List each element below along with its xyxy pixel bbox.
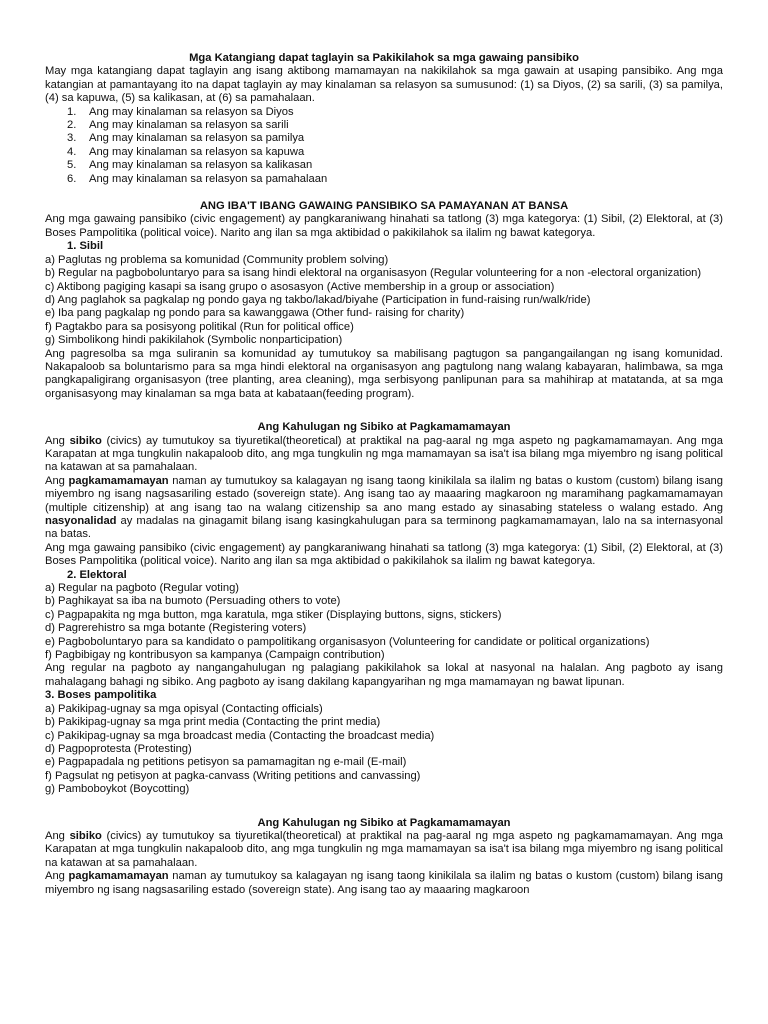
list-item: 4. Ang may kinalaman sa relasyon sa kapuwa — [67, 145, 305, 158]
section-title-gawaing-pansibiko: ANG IBA'T IBANG GAWAING PANSIBIKO SA PAMAYANAN AT BANSA — [199, 200, 569, 213]
pagkamamamayan-paragraph-2: Ang pagkamamamayan naman ay tumutukoy sa kalagayan ng isang taong kinikilala sa ilalim ng batas o kustom (custom) bilang isang miyembro ng isang nagsasariling estado (sovereign state). Ang isang tao ay maaaring magkaroon — [45, 870, 724, 896]
list-item: 3. Ang may kinalaman sa relasyon sa pamilya — [67, 132, 305, 145]
section-title-kahulugan-2: Ang Kahulugan ng Sibiko at Pagkamamamayan — [257, 816, 511, 829]
list-item: b) Regular na pagboboluntaryo para sa isang hindi elektoral na organisasyon (Regular volunteering for a non -electoral organization) — [45, 267, 702, 280]
list-item: 2. Ang may kinalaman sa relasyon sa sarili — [67, 119, 289, 132]
list-item: g) Simbolikong hindi pakikilahok (Symbolic nonparticipation) — [45, 334, 343, 347]
sibiko-paragraph: Ang sibiko (civics) ay tumutukoy sa tiyuretikal(theoretical) at praktikal na pag-aaral ng mga aspeto ng pagkamamamayan. Ang mga Karapatan at mga tungkulin nakapaloob dito, ang mga tungkulin ng mga mamamayan sa isa't isa bilang mga miyembro ng isang political na katawan at sa pamahalaan. — [45, 434, 723, 474]
list-item: f) Pagbibigay ng kontribusyon sa kampanya (Campaign contribution) — [45, 649, 385, 662]
list-item: g) Pamboboykot (Boycotting) — [45, 783, 190, 796]
list-item: 1. Ang may kinalaman sa relasyon sa Diyos — [67, 105, 294, 118]
list-item: d) Pagpoprotesta (Protesting) — [45, 742, 192, 755]
sibil-list — [45, 254, 723, 348]
list-item: a) Regular na pagboto (Regular voting) — [45, 582, 240, 595]
list-item: e) Pagpapadala ng petitions petisyon sa pamamagitan ng e-mail (E-mail) — [45, 756, 407, 769]
subheading-sibil: 1. Sibil — [67, 240, 104, 253]
sibiko-paragraph-2: Ang sibiko (civics) ay tumutukoy sa tiyuretikal(theoretical) at praktikal na pag-aaral ng mga aspeto ng pagkamamamayan. Ang mga Karapatan at mga tungkulin nakapaloob dito, ang mga tungkulin ng mga mamamayan sa isa't isa bilang mga miyembro ng isang political na katawan at sa pamahalaan. — [45, 829, 723, 869]
section-title-kahulugan: Ang Kahulugan ng Sibiko at Pagkamamamayan — [257, 421, 511, 434]
list-item: f) Pagsulat ng petisyon at pagka-canvass (Writing petitions and canvassing) — [45, 769, 421, 782]
sibil-paragraph: Ang pagresolba sa mga suliranin sa komunidad ay tumutukoy sa mabilisang pagtugon sa pangangailangan ng isang komunidad. Nakapaloob sa boluntarismo para sa mga hindi elektoral na organisasyon ang pagtulong nang walang kabayaran, halimbawa, sa mga pangkapaligirang organisasyon (tree planting, area cleaning), mga serbisyong panlipunan para sa mahihirap at matatanda, at sa mga organisasyong may kinalaman sa mga bata at kabataan(feeding program). — [45, 347, 723, 400]
list-item: c) Aktibong pagiging kasapi sa isang grupo o asosasyon (Active membership in a group or association) — [45, 280, 555, 293]
intro-paragraph-katangian: May mga katangiang dapat taglayin ang isang aktibong mamamayan na nakikilahok sa mga gawain at usaping pansibiko. Ang mga katangian at pamantayang ito na dapat taglayin ay may kinalaman sa relasyon sa sumusunod: (1) sa Diyos, (2) sa sarili, (3) sa pamilya, (4) sa kapuwa, (5) sa kalikasan, at (6) sa pamahalaan. — [45, 65, 723, 105]
intro-paragraph-kategorya-2: Ang mga gawaing pansibiko (civic engagement) ay pangkaraniwang hinahati sa tatlong (3) mga kategorya: (1) Sibil, (2) Elektoral, at (3) Boses Pampolitika (political voice). Narito ang ilan sa mga aktibidad o pakikilahok sa ilalim ng bawat kategorya. — [45, 541, 723, 568]
elektoral-list — [45, 582, 723, 662]
list-item: e) Pagboboluntaryo para sa kandidato o pampolitikang organisasyon (Volunteering for candidate or political organizations) — [45, 635, 650, 648]
list-item: b) Paghikayat sa iba na bumoto (Persuading others to vote) — [45, 595, 341, 608]
section-title-katangian: Mga Katangiang dapat taglayin sa Pakikilahok sa mga gawaing pansibiko — [189, 52, 579, 64]
list-item: 6. Ang may kinalaman sa relasyon sa pamahalaan — [67, 172, 328, 185]
list-item: c) Pagpapakita ng mga button, mga karatula, mga stiker (Displaying buttons, signs, stickers) — [45, 608, 502, 621]
list-item: a) Pakikipag-ugnay sa mga opisyal (Contacting officials) — [45, 702, 323, 715]
list-item: f) Pagtakbo para sa posisyong politikal (Run for political office) — [45, 320, 354, 333]
list-item: e) Iba pang pagkalap ng pondo para sa kawanggawa (Other fund- raising for charity) — [45, 307, 465, 320]
subheading-elektoral: 2. Elektoral — [67, 568, 127, 581]
elektoral-paragraph: Ang regular na pagboto ay nangangahulugan ng palagiang pakikilahok sa lokal at nasyonal na halalan. Ang pagboto ay isang mahalagang bahagi ng sibiko. Ang pagboto ay isang dakilang kapangyarihan ng mga mamamayan ng bawat lipunan. — [45, 662, 723, 688]
pagkamamamayan-paragraph: Ang pagkamamamayan naman ay tumutukoy sa kalagayan ng isang taong kinikilala sa ilalim ng batas o kustom (custom) bilang isang miyembro ng isang nagsasariling estado (sovereign state). Ang isang tao ay maaaring magkaroon ng maramihang pagkamamamayan (multiple citizenship) at ang isang tao na walang citizenship sa ano mang estado ay sinasabing stateless o walang estado. Ang nasyonalidad ay madalas na ginagamit bilang isang kasingkahulugan para sa terminong pagkamamamayan, lalo na sa internasyonal na batas. — [45, 474, 724, 541]
relasyon-list — [45, 106, 723, 186]
list-item: d) Ang paglahok sa pagkalap ng pondo gaya ng takbo/lakad/biyahe (Participation in fund-raising run/walk/ride) — [45, 293, 591, 306]
intro-paragraph-kategorya: Ang mga gawaing pansibiko (civic engagement) ay pangkaraniwang hinahati sa tatlong (3) mga kategorya: (1) Sibil, (2) Elektoral, at (3) Boses Pampolitika (political voice). Narito ang ilan sa mga aktibidad o pakikilahok sa ilalim ng bawat kategorya. — [45, 213, 723, 239]
list-item: d) Pagrerehistro sa mga botante (Registering voters) — [45, 622, 307, 635]
list-item: a) Paglutas ng problema sa komunidad (Community problem solving) — [45, 253, 389, 266]
list-item: b) Pakikipag-ugnay sa mga print media (Contacting the print media) — [45, 716, 381, 729]
document-page — [45, 52, 723, 897]
subheading-boses-pampolitika: 3. Boses pampolitika — [45, 689, 157, 702]
boses-list — [45, 703, 723, 797]
list-item: c) Pakikipag-ugnay sa mga broadcast media (Contacting the broadcast media) — [45, 729, 435, 742]
list-item: 5. Ang may kinalaman sa relasyon sa kalikasan — [67, 159, 313, 172]
